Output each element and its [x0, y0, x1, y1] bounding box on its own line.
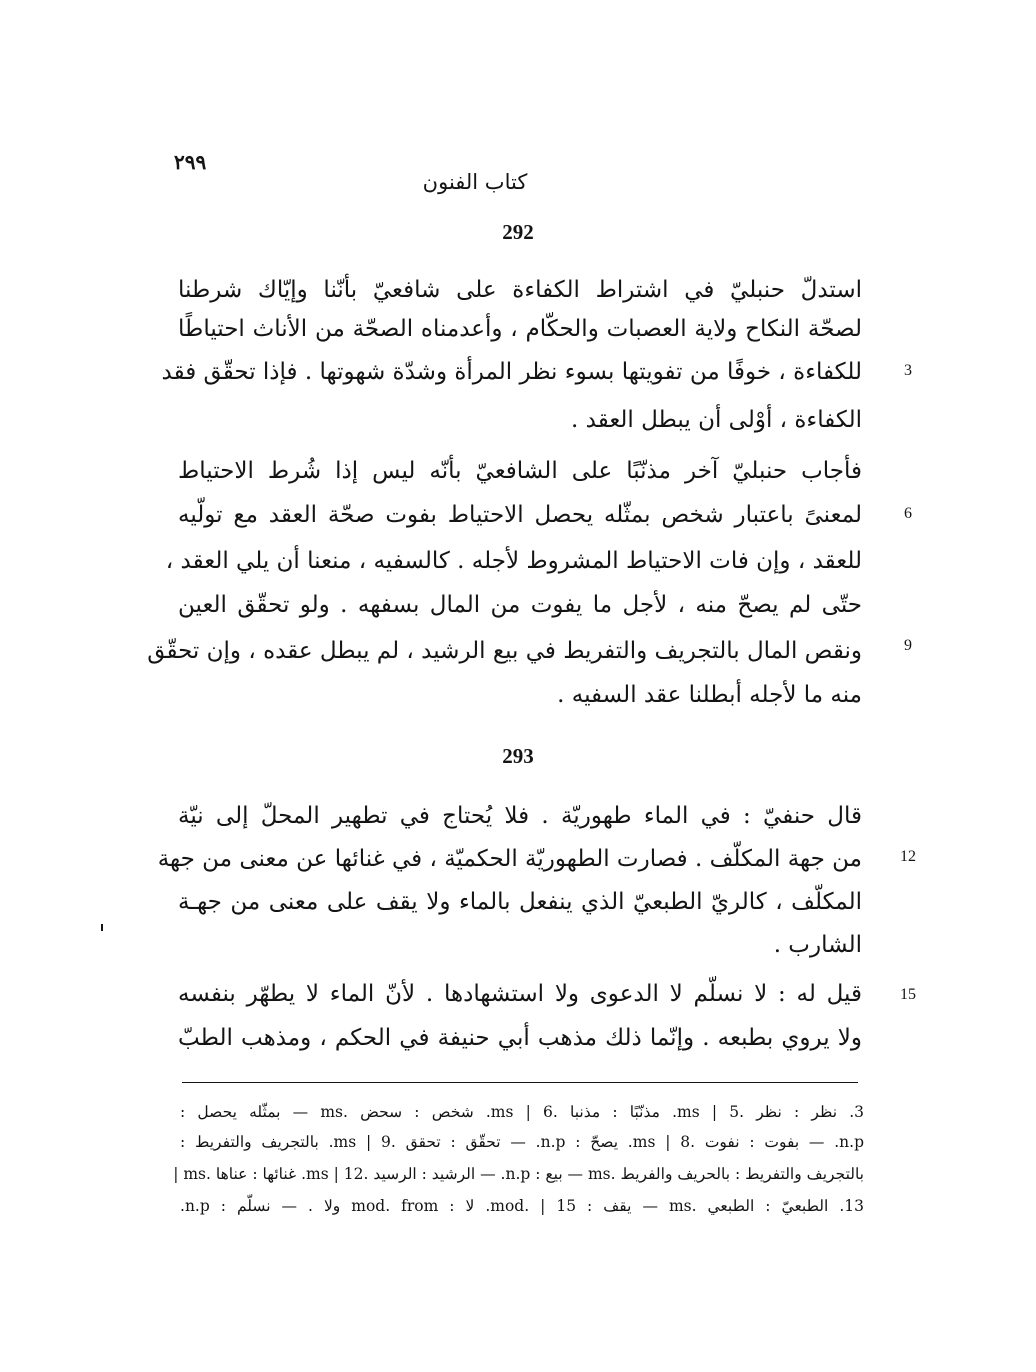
- page-number: ٢٩٩: [174, 150, 207, 174]
- text-line: المكلّف ، كالريّ الطبعيّ الذي ينفعل بالماء ولا يقف على معنى من جهـة: [178, 889, 862, 915]
- margin-mark: [101, 924, 103, 931]
- text-line: لصحّة النكاح ولاية العصبات والحكّام ، وأعدمناه الصحّة من الأناث احتياطًا: [178, 316, 862, 342]
- running-head: كتاب الفنون: [422, 170, 528, 194]
- footnote-line: 13. الطبعيّ : الطبعي .ms — يقف : mod. | 15. لا : mod. from ولا . — نسلّم : n.p.: [180, 1197, 864, 1215]
- text-line: قال حنفيّ : في الماء طهوريّة . فلا يُحتاج في تطهير المحلّ إلى نيّة: [178, 803, 862, 829]
- text-line: الشارب .: [773, 932, 862, 958]
- line-number: 9: [904, 637, 912, 654]
- section-number: 292: [502, 220, 534, 244]
- text-line: الكفاءة ، أوْلى أن يبطل العقد .: [571, 407, 862, 433]
- text-line: حتّى لم يصحّ منه ، لأجل ما يفوت من المال بسفهه . ولو تحقّق العين: [178, 592, 862, 618]
- text-line: قيل له : لا نسلّم لا الدعوى ولا استشهادها . لأنّ الماء لا يطهّر بنفسه: [178, 981, 862, 1007]
- line-number: 6: [904, 505, 912, 522]
- text-line: للعقد ، وإن فات الاحتياط المشروط لأجله . كالسفيه ، منعنا أن يلي العقد ،: [165, 548, 862, 574]
- text-line: للكفاءة ، خوفًا من تفويتها بسوء نظر المرأة وشدّة شهوتها . فإذا تحقّق فقد: [161, 359, 862, 385]
- footnote-line: n.p. — بفوت : نفوت .ms | 8. يصحّ : n.p. — تحقّق : تحقق .ms | 9. بالتجريف والتفريط :: [180, 1133, 865, 1151]
- text-line: لمعنىً باعتبار شخص بمثّله يحصل الاحتياط بفوت صحّة العقد مع تولّيه: [178, 502, 862, 528]
- line-number: 15: [900, 986, 916, 1003]
- text-line: ونقص المال بالتجريف والتفريط في بيع الرشيد ، لم يبطل عقده ، وإن تحقّق: [147, 638, 862, 664]
- line-number: 3: [904, 362, 912, 379]
- text-line: ولا يروي بطبعه . وإنّما ذلك مذهب أبي حنيفة في الحكم ، ومذهب الطبّ: [178, 1025, 862, 1051]
- section-number: 293: [502, 744, 534, 768]
- footnote-rule: [182, 1082, 858, 1083]
- text-line: فأجاب حنبليّ آخر مذنّبًا على الشافعيّ بأنّه ليس إذا شُرط الاحتياط: [178, 458, 862, 484]
- footnote-line: بالتجريف والتفريط : بالحريف والفريط .ms — بيع : n.p. — الرشيد : الرسيد .ms | 12. غنائها : عناها .ms |: [173, 1165, 864, 1183]
- text-line: منه ما لأجله أبطلنا عقد السفيه .: [557, 682, 862, 708]
- text-line: استدلّ حنبليّ في اشتراط الكفاءة على شافعيّ بأنّنا وإيّاك شرطنا: [178, 277, 862, 303]
- footnote-line: 3. نظر : نظر .ms | 5. مذنّبًا : مذنبا .ms | 6. شخص : سحض .ms — بمثّله يحصل :: [180, 1103, 864, 1121]
- text-line: من جهة المكلّف . فصارت الطهوريّة الحكميّة ، في غنائها عن معنى من جهة: [157, 846, 862, 872]
- line-number: 12: [900, 848, 916, 865]
